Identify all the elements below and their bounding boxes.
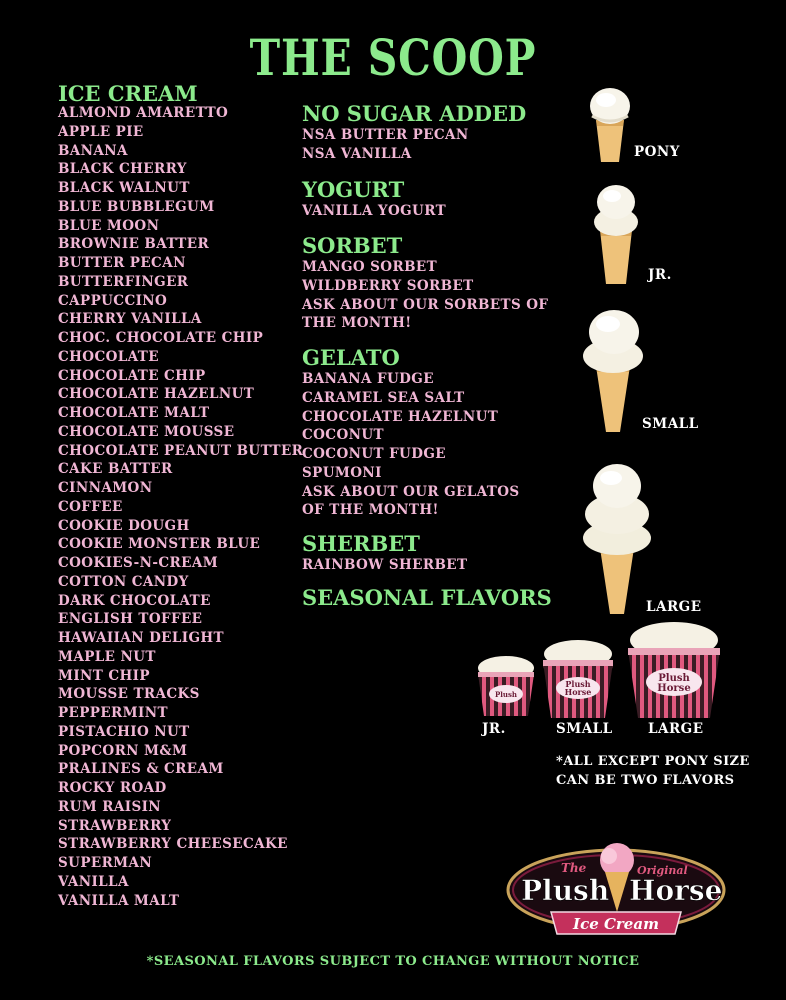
ice-cream-flavor: CHOCOLATE MALT: [58, 405, 210, 421]
ice-cream-flavor: CHOCOLATE HAZELNUT: [58, 386, 255, 403]
yogurt-section: [302, 178, 446, 221]
ice-cream-flavor: PEPPERMINT: [58, 705, 168, 721]
ice-cream-flavor: VANILLA: [58, 873, 129, 890]
gelato-section: [302, 346, 520, 520]
seasonal-heading: SEASONAL FLAVORS: [302, 585, 552, 610]
ice-cream-flavor: RUM RAISIN: [58, 798, 162, 815]
flavor-item: NSA BUTTER PECAN: [302, 127, 469, 143]
flavor-item: ASK ABOUT OUR GELATOS: [302, 483, 520, 500]
sherbet-section: [302, 532, 467, 575]
yogurt-heading: YOGURT: [302, 177, 405, 202]
cup-size-jr: JR.: [482, 721, 506, 737]
no-sugar-list: [302, 126, 526, 164]
ice-cream-flavor: BROWNIE BATTER: [58, 236, 210, 253]
ice-cream-list: [58, 104, 303, 910]
jr-cup-image: [474, 654, 538, 718]
sorbet-list: [302, 258, 548, 333]
ice-cream-flavor: CHERRY VANILLA: [58, 311, 202, 328]
cone-size-small: SMALL: [642, 416, 699, 432]
ice-cream-flavor: CAKE BATTER: [58, 461, 173, 478]
pony-cone-image: [582, 78, 638, 164]
ice-cream-flavor: COOKIE MONSTER BLUE: [58, 536, 261, 553]
ice-cream-flavor: MAPLE NUT: [58, 648, 156, 665]
ice-cream-flavor: BUTTER PECAN: [58, 255, 186, 271]
sherbet-heading: SHERBET: [302, 531, 420, 556]
cone-size-jr: JR.: [648, 267, 672, 283]
ice-cream-flavor: ALMOND AMARETTO: [58, 105, 229, 121]
seasonal-section: [302, 586, 552, 610]
ice-cream-flavor: BLUE MOON: [58, 217, 160, 234]
ice-cream-flavor: PRALINES & CREAM: [58, 761, 224, 778]
flavor-item: BANANA FUDGE: [302, 371, 434, 387]
no-sugar-section: [302, 102, 526, 164]
cone-size-pony: PONY: [634, 144, 680, 160]
plush-horse-logo: [505, 842, 727, 942]
logo-plush-text: Plush: [521, 874, 610, 907]
cup-brand-text: Horse: [564, 687, 592, 697]
ice-cream-flavor: COTTON CANDY: [58, 573, 189, 590]
sherbet-list: [302, 556, 467, 575]
sorbet-heading: SORBET: [302, 233, 403, 258]
cone-size-large: LARGE: [646, 599, 702, 615]
ice-cream-flavor: ROCKY ROAD: [58, 780, 167, 796]
flavor-item: RAINBOW SHERBET: [302, 557, 468, 573]
small-cup-image: [540, 638, 616, 720]
gelato-list: [302, 370, 520, 520]
cup-brand-text: Plush: [494, 690, 518, 699]
flavor-item: MANGO SORBET: [302, 259, 438, 275]
logo-banner-text: Ice Cream: [573, 915, 659, 933]
gelato-heading: GELATO: [302, 345, 400, 370]
ice-cream-flavor: DARK CHOCOLATE: [58, 592, 211, 609]
no-sugar-heading: NO SUGAR ADDED: [302, 101, 527, 126]
ice-cream-heading: ICE CREAM: [58, 81, 198, 106]
ice-cream-flavor: MINT CHIP: [58, 667, 150, 684]
large-cone-image: [576, 458, 658, 616]
ice-cream-flavor: CHOCOLATE MOUSSE: [58, 423, 235, 440]
jr-cone-image: [586, 178, 646, 286]
logo-horse-text: Horse: [629, 874, 723, 907]
ice-cream-flavor: CHOCOLATE: [58, 348, 159, 365]
flavor-item: ASK ABOUT OUR SORBETS OF: [302, 296, 549, 313]
ice-cream-flavor: CHOCOLATE PEANUT BUTTER: [58, 442, 304, 459]
ice-cream-flavor: MOUSSE TRACKS: [58, 686, 200, 703]
flavor-item: THE MONTH!: [302, 315, 412, 332]
ice-cream-flavor: HAWAIIAN DELIGHT: [58, 630, 225, 646]
ice-cream-flavor: CAPPUCCINO: [58, 292, 168, 309]
page-title: THE SCOOP: [249, 28, 537, 87]
cup-brand-text: Plush: [658, 673, 690, 684]
cup-brand-text: Horse: [657, 683, 691, 694]
ice-cream-flavor: STRAWBERRY: [58, 817, 172, 834]
ice-cream-flavor: BLUE BUBBLEGUM: [58, 198, 215, 215]
small-cone-image: [574, 304, 654, 434]
ice-cream-flavor: APPLE PIE: [58, 123, 144, 140]
ice-cream-flavor: VANILLA MALT: [58, 892, 180, 909]
ice-cream-flavor: COFFEE: [58, 498, 123, 515]
cup-size-large: LARGE: [648, 721, 704, 737]
flavor-item: SPUMONI: [302, 464, 382, 481]
flavor-item: OF THE MONTH!: [302, 502, 439, 519]
flavor-item: CARAMEL SEA SALT: [302, 389, 465, 406]
flavor-item: VANILLA YOGURT: [302, 203, 447, 219]
ice-cream-flavor: SUPERMAN: [58, 855, 153, 871]
two-flavor-note: *ALL EXCEPT PONY SIZE CAN BE TWO FLAVORS: [556, 754, 750, 788]
ice-cream-flavor: STRAWBERRY CHEESECAKE: [58, 836, 288, 853]
sorbet-section: [302, 234, 548, 333]
logo-the-text: The: [561, 861, 587, 875]
ice-cream-flavor: POPCORN M&M: [58, 742, 188, 759]
flavor-item: COCONUT FUDGE: [302, 446, 446, 462]
large-cup-image: [624, 620, 724, 720]
ice-cream-flavor: CINNAMON: [58, 480, 153, 496]
cup-size-small: SMALL: [556, 721, 613, 737]
flavor-item: CHOCOLATE HAZELNUT: [302, 408, 499, 425]
ice-cream-flavor: COOKIES-N-CREAM: [58, 555, 219, 571]
flavor-item: NSA VANILLA: [302, 145, 412, 162]
ice-cream-flavor: PISTACHIO NUT: [58, 723, 190, 740]
ice-cream-flavor: BLACK CHERRY: [58, 161, 187, 178]
ice-cream-flavor: BLACK WALNUT: [58, 180, 190, 196]
ice-cream-flavor: BUTTERFINGER: [58, 273, 189, 290]
seasonal-disclaimer: *SEASONAL FLAVORS SUBJECT TO CHANGE WITHOUT NOTICE: [146, 954, 640, 969]
ice-cream-flavor: BANANA: [58, 142, 128, 159]
ice-cream-flavor: ENGLISH TOFFEE: [58, 611, 203, 628]
ice-cream-flavor: CHOC. CHOCOLATE CHIP: [58, 330, 264, 346]
flavor-item: COCONUT: [302, 427, 384, 444]
ice-cream-flavor: COOKIE DOUGH: [58, 517, 190, 534]
flavor-item: WILDBERRY SORBET: [302, 277, 474, 294]
ice-cream-flavor: CHOCOLATE CHIP: [58, 367, 206, 384]
logo-original-text: Original: [637, 864, 688, 877]
yogurt-list: [302, 202, 446, 221]
ice-cream-section: [58, 82, 303, 910]
cup-brand-text: Plush: [565, 679, 591, 689]
